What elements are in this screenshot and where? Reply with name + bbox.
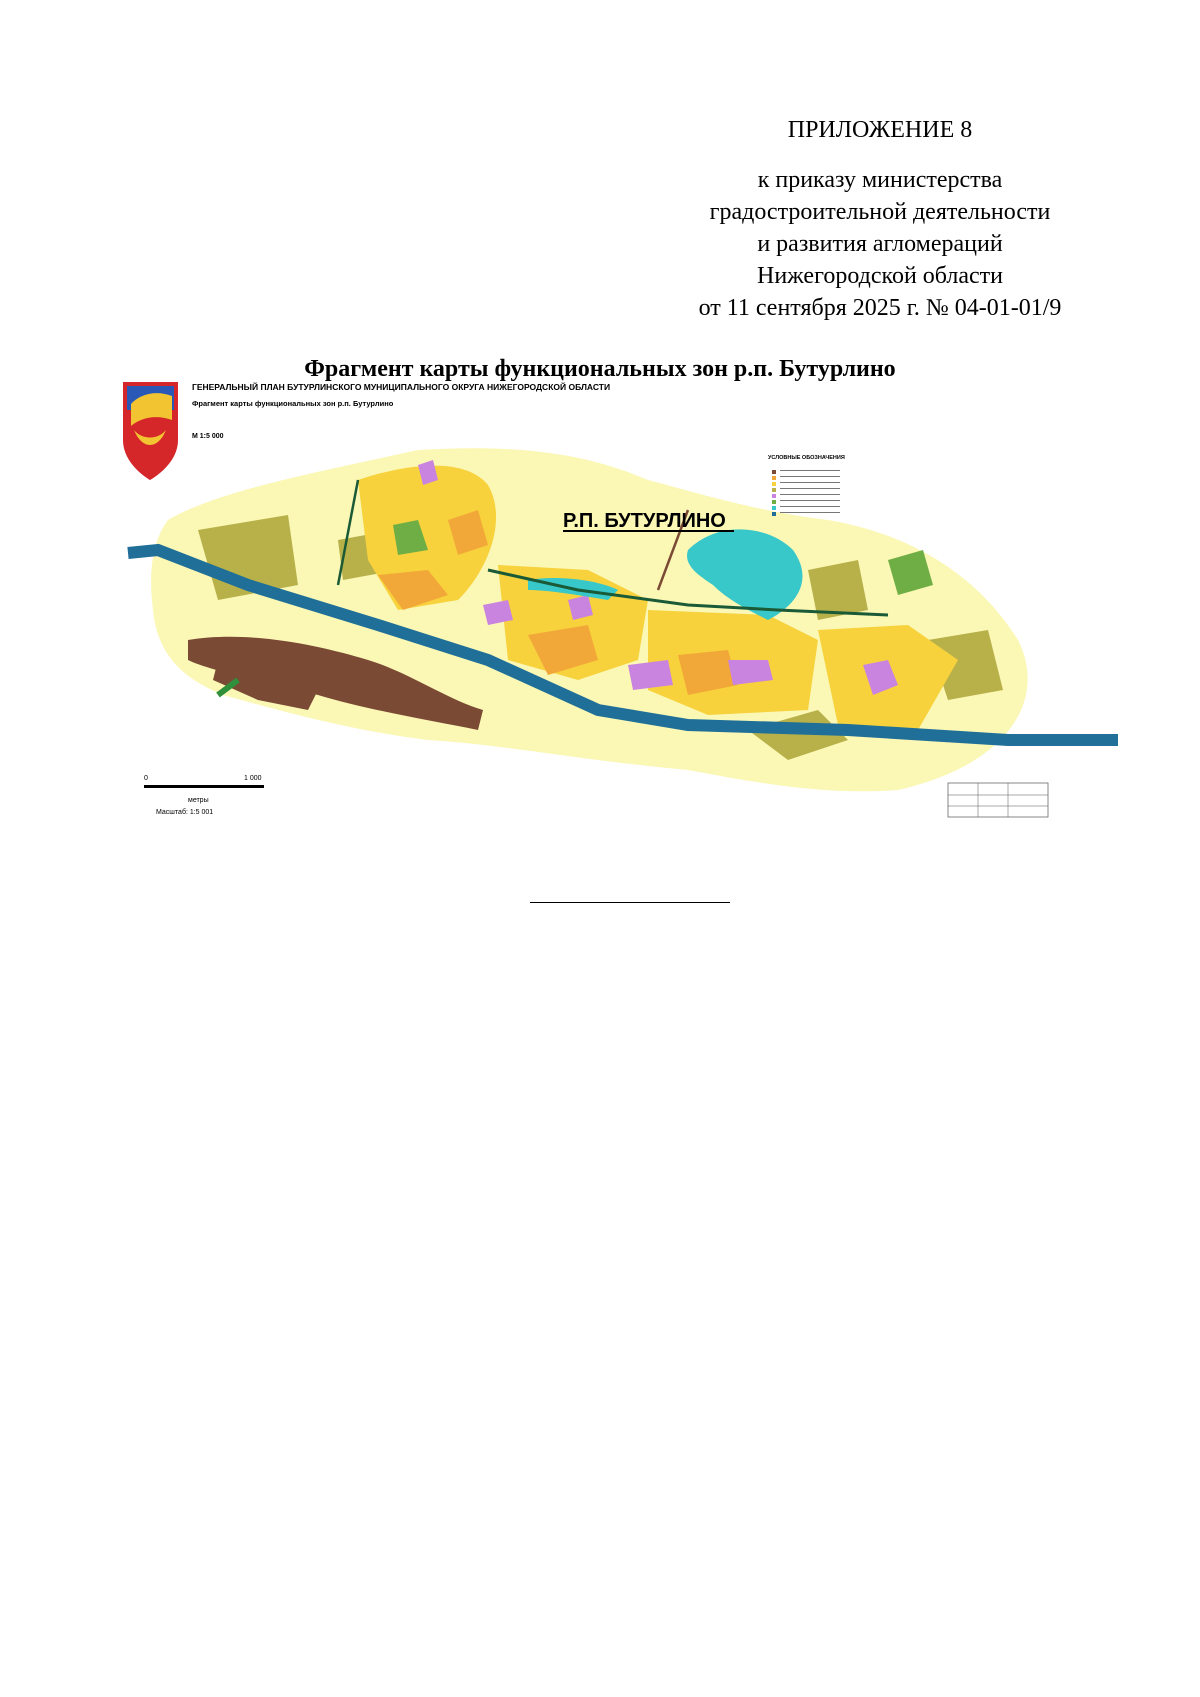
appendix-order-reference (640, 164, 1120, 324)
map-image (128, 382, 1133, 875)
scale-start: 0 (144, 775, 148, 782)
coat-of-arms-emblem (123, 382, 178, 480)
scale-unit: метры (188, 797, 209, 804)
document-title: Фрагмент карты функциональных зон р.п. Бутурлино (304, 356, 896, 382)
end-rule (530, 902, 730, 903)
functional-zones-map (128, 382, 1133, 875)
map-subheader: Фрагмент карты функциональных зон р.п. Бутурлино (192, 399, 394, 408)
map-scale-label: М 1:5 000 (192, 433, 224, 440)
scale-end: 1 000 (244, 775, 262, 782)
appendix-line: и развития агломераций (757, 231, 1003, 257)
legend-title: УСЛОВНЫЕ ОБОЗНАЧЕНИЯ (768, 455, 845, 461)
drawing-title-block (948, 783, 1048, 817)
scale-bar (144, 775, 264, 816)
appendix-title: ПРИЛОЖЕНИЕ 8 (787, 117, 973, 143)
appendix-line: к приказу министерства (757, 167, 1003, 193)
appendix-line: градостроительной деятельности (709, 199, 1051, 225)
scale-text: Масштаб: 1:5 001 (156, 809, 214, 816)
map-legend (768, 455, 845, 516)
map-header: ГЕНЕРАЛЬНЫЙ ПЛАН БУТУРЛИНСКОГО МУНИЦИПАЛЬНОГО ОКРУГА НИЖЕГОРОДСКОЙ ОБЛАСТИ (192, 382, 611, 392)
appendix-line: Нижегородской области (756, 263, 1004, 289)
public-zone (628, 660, 673, 690)
appendix-line: от 11 сентября 2025 г. № 04-01-01/9 (698, 295, 1062, 321)
place-name: Р.П. БУТУРЛИНО (563, 510, 726, 532)
